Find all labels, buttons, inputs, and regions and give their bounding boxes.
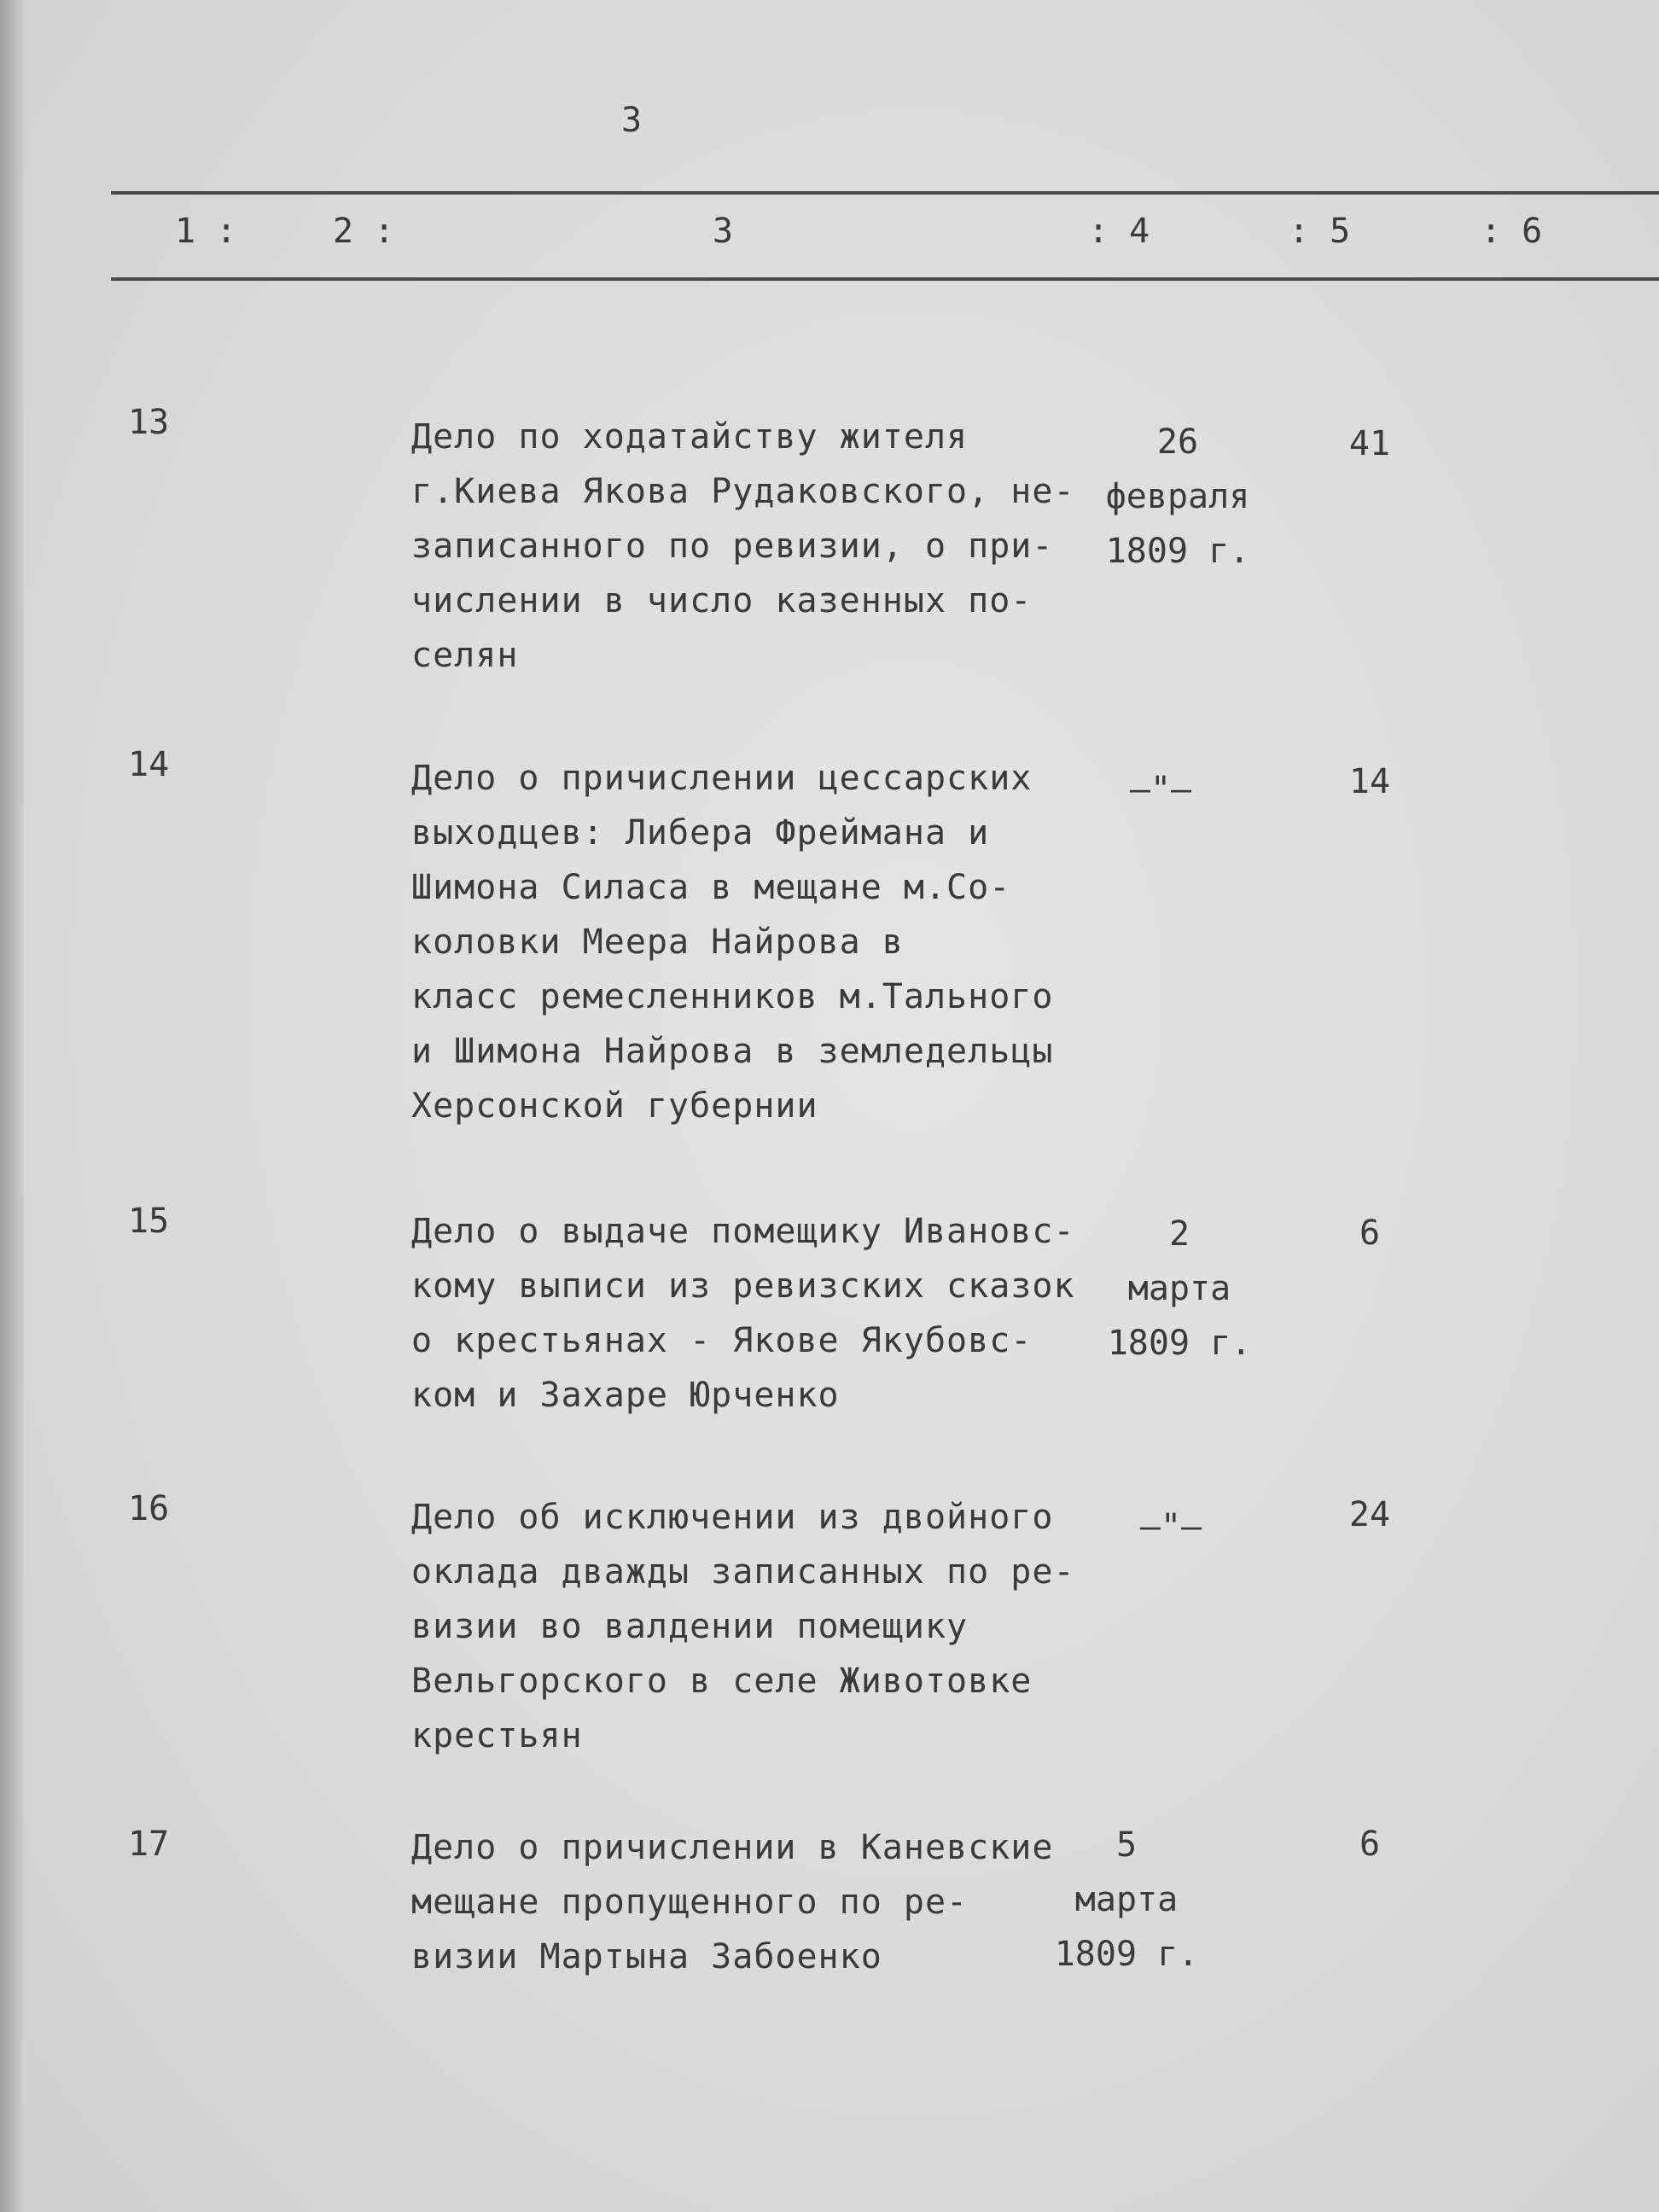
row-title [411,410,1128,683]
title-line: Дело по ходатайству жителя [411,417,969,457]
title-line: Шимона Силаса в мещане м.Со- [411,868,1011,907]
title-line: о крестьянах - Якове Якубовс- [411,1321,1033,1360]
row-number: 13 [128,403,170,442]
title-line: ком и Захаре Юрченко [411,1376,840,1415]
row-number: 15 [128,1202,170,1241]
title-line: кому выписи из ревизских сказок [411,1266,1075,1306]
title-line: Дело о выдаче помещику Ивановс- [411,1212,1075,1251]
title-line: визии во валдении помещику [411,1607,969,1646]
column-header-2: 2 : [333,212,395,251]
date-line: марта [1074,1880,1179,1919]
row-sheets: 14 [1348,762,1391,801]
row-date [1075,415,1280,579]
date-line: 1809 г. [1105,532,1250,571]
title-line: г.Киева Якова Рудаковского, не- [411,472,1075,511]
title-line: числении в число казенных по- [411,581,1033,620]
title-line: класс ремесленников м.Тального [411,977,1054,1016]
row-number: 17 [128,1825,170,1864]
title-line: Дело о причислении в Каневские [411,1828,1054,1867]
column-header-4: : 4 [1088,212,1150,251]
column-header-6: : 6 [1481,212,1543,251]
date-line: февраля [1105,477,1250,516]
column-header-3: 3 [713,212,734,251]
row-date [1077,1207,1282,1371]
date-line: —"— [1139,1507,1202,1546]
header-rule-bottom [111,277,1659,281]
title-line: Херсонской губернии [411,1086,818,1126]
date-line: 2 [1168,1214,1190,1254]
title-line: визии Мартына Забоенко [411,1937,882,1976]
column-header-1: 1 : [175,212,237,251]
row-date [1068,1499,1273,1554]
title-line: оклада дважды записанных по ре- [411,1552,1075,1592]
title-line: Дело о причислении цессарских [411,759,1033,798]
row-title [411,1204,1128,1423]
date-line: 1809 г. [1054,1935,1199,1974]
header-rule-top [111,191,1659,195]
title-line: и Шимона Найрова в земледельцы [411,1032,1054,1071]
date-line: 1809 г. [1107,1324,1252,1363]
binding-edge [0,0,24,2212]
row-sheets: 6 [1359,1214,1381,1253]
row-date [1024,1818,1229,1982]
title-line: селян [411,636,519,675]
page-number: 3 [621,101,643,140]
title-line: Дело об исключении из двойного [411,1498,1054,1537]
row-sheets: 41 [1348,424,1391,463]
title-line: мещане пропущенного по ре- [411,1883,969,1922]
date-line: марта [1127,1269,1231,1308]
title-line: Вельгорского в селе Животовке [411,1662,1033,1701]
row-number: 14 [128,745,170,784]
date-line: —"— [1129,770,1192,809]
row-title [411,1820,1128,1984]
title-line: выходцев: Либера Фреймана и [411,813,990,853]
column-header-5: : 5 [1289,212,1351,251]
row-date [1058,762,1263,817]
row-sheets: 24 [1348,1495,1391,1534]
date-line: 5 [1115,1825,1138,1865]
title-line: крестьян [411,1716,583,1755]
title-line: коловки Меера Найрова в [411,923,904,962]
row-title [411,1490,1128,1763]
row-sheets: 6 [1359,1825,1381,1864]
row-number: 16 [128,1489,170,1528]
title-line: записанного по ревизии, о при- [411,527,1054,566]
row-title [411,751,1128,1133]
date-line: 26 [1156,422,1199,462]
